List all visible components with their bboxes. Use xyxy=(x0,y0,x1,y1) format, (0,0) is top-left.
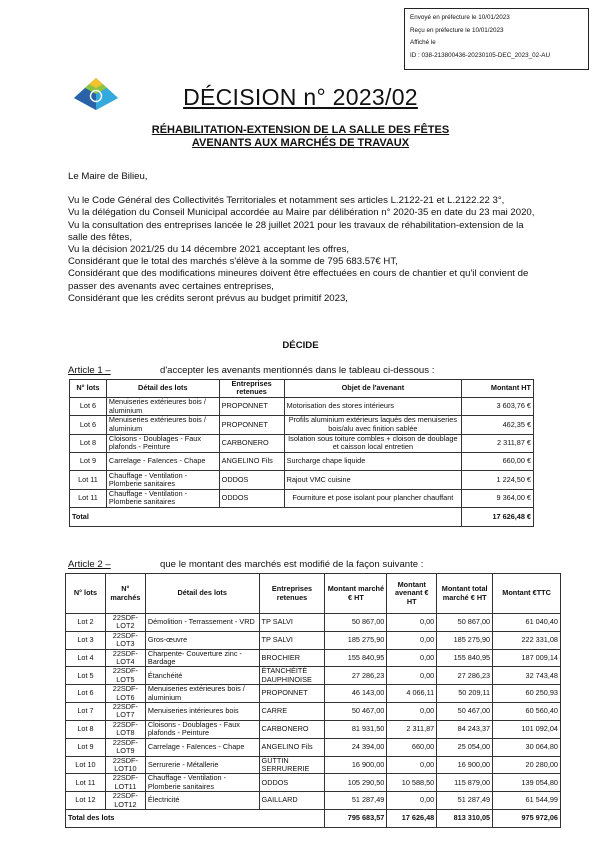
amount-cell: 46 143,00 xyxy=(325,685,387,703)
detail-cell: Gros-œuvre xyxy=(145,631,259,649)
article-1 xyxy=(68,365,434,376)
company-cell: ODDOS xyxy=(219,489,284,507)
detail-cell: Cloisons - Doublages - Faux plafonds - Peinture xyxy=(106,434,219,452)
object-cell: Rajout VMC cuisine xyxy=(284,471,462,489)
detail-cell: Charpente- Couverture zinc - Bardage xyxy=(145,649,259,667)
consideration-6: Considérant que des modifications mineures doivent être effectuées en cours de chantier et qu'il convient de passer des avenants avec certaines entreprises, xyxy=(68,268,529,292)
amendment-cell: 660,00 xyxy=(387,738,437,756)
article-1-label: Article 1 – xyxy=(68,365,111,376)
decide-heading: DÉCIDE xyxy=(282,340,319,351)
table-row xyxy=(66,720,561,738)
lot-cell: Lot 11 xyxy=(70,471,107,489)
contract-cell: 22SDF-LOT12 xyxy=(105,792,145,810)
consideration-7: Considérant que les crédits seront prévus au budget primitif 2023, xyxy=(68,292,348,304)
company-cell: ÉTANCHÉITÉ DAUPHINOISE xyxy=(259,667,325,685)
total-cell: 975 972,06 xyxy=(493,809,561,827)
ttc-cell: 60 560,40 xyxy=(493,703,561,721)
company-cell: ODDOS xyxy=(219,471,284,489)
detail-cell: Démolition - Terrassement - VRD xyxy=(145,614,259,632)
detail-cell: Cloisons - Doublages - Faux plafonds - Peinture xyxy=(145,720,259,738)
subtitle xyxy=(0,124,601,150)
lot-cell: Lot 7 xyxy=(66,703,106,721)
col-header: Montant total marché € HT xyxy=(437,574,493,614)
contract-cell: 22SDF-LOT2 xyxy=(105,614,145,632)
total-amount-cell: 185 275,90 xyxy=(437,631,493,649)
amount-cell: 105 290,50 xyxy=(325,774,387,792)
object-cell: Profils aluminium extérieurs laqués des menuiseries bois/alu avec finition sablée xyxy=(284,416,462,434)
table-row xyxy=(66,774,561,792)
total-amount-cell: 25 054,00 xyxy=(437,738,493,756)
company-cell: ODDOS xyxy=(259,774,325,792)
detail-cell: Électricité xyxy=(145,792,259,810)
ttc-cell: 222 331,08 xyxy=(493,631,561,649)
lot-cell: Lot 4 xyxy=(66,649,106,667)
amendment-cell: 2 311,87 xyxy=(387,720,437,738)
detail-cell: Menuiseries extérieures bois / aluminium xyxy=(145,685,259,703)
table-row xyxy=(66,756,561,774)
col-header: Montant marché € HT xyxy=(325,574,387,614)
amount-cell: 50 467,00 xyxy=(325,703,387,721)
amendment-cell: 0,00 xyxy=(387,649,437,667)
lot-cell: Lot 10 xyxy=(66,756,106,774)
amendment-cell: 0,00 xyxy=(387,756,437,774)
article-2-text: que le montant des marchés est modifié de la façon suivante : xyxy=(160,559,424,570)
consideration-1: Vu le Code Général des Collectivités Territoriales et notamment ses articles L.2122-21 et L.2122.22 3°, xyxy=(68,195,505,207)
lot-cell: Lot 9 xyxy=(66,738,106,756)
company-cell: ANGELINO Fils xyxy=(259,738,325,756)
lot-cell: Lot 8 xyxy=(66,720,106,738)
col-header: Entreprises retenues xyxy=(259,574,325,614)
ttc-cell: 187 009,14 xyxy=(493,649,561,667)
company-cell: CARBONERO xyxy=(219,434,284,452)
lot-cell: Lot 12 xyxy=(66,792,106,810)
total-amount-cell: 115 879,00 xyxy=(437,774,493,792)
col-header: Détail des lots xyxy=(106,380,219,398)
article-2-label: Article 2 – xyxy=(68,559,111,570)
detail-cell: Menuiseries intérieures bois xyxy=(145,703,259,721)
contract-cell: 22SDF-LOT9 xyxy=(105,738,145,756)
table-row xyxy=(66,631,561,649)
stamp-received: Reçu en préfecture le 10/01/2023 xyxy=(410,26,504,34)
lot-cell: Lot 5 xyxy=(66,667,106,685)
ttc-cell: 139 054,80 xyxy=(493,774,561,792)
contract-cell: 22SDF-LOT11 xyxy=(105,774,145,792)
col-header: Objet de l'avenant xyxy=(284,380,462,398)
subtitle-line-1: RÉHABILITATION-EXTENSION DE LA SALLE DES FÊTES xyxy=(151,124,450,136)
consideration-5: Considérant que le total des marchés s'élève à la somme de 795 683.57€ HT, xyxy=(68,256,398,268)
total-amount-cell: 84 243,37 xyxy=(437,720,493,738)
lot-cell: Lot 8 xyxy=(70,434,107,452)
table-row xyxy=(66,685,561,703)
detail-cell: Chauffage - Ventilation - Plomberie sanitaires xyxy=(106,471,219,489)
amount-cell: 81 931,50 xyxy=(325,720,387,738)
total-amount: 17 626,48 € xyxy=(462,508,534,526)
table-total-row xyxy=(66,809,561,827)
table-row xyxy=(66,667,561,685)
company-cell: GUTTIN SERRURERIE xyxy=(259,756,325,774)
total-label: Total xyxy=(70,508,462,526)
page-title: DÉCISION n° 2023/02 xyxy=(183,84,418,110)
table-header-row xyxy=(66,574,561,614)
amendment-cell: 0,00 xyxy=(387,631,437,649)
amendment-cell: 0,00 xyxy=(387,614,437,632)
col-header: N° lots xyxy=(66,574,106,614)
stamp-id: ID : 038-213800436-20230105-DEC_2023_02-AU xyxy=(410,51,551,59)
table-row xyxy=(66,703,561,721)
subtitle-line-2: AVENANTS AUX MARCHÉS DE TRAVAUX xyxy=(191,137,410,149)
prefecture-stamp xyxy=(404,8,589,70)
total-amount-cell: 50 467,00 xyxy=(437,703,493,721)
table-row xyxy=(70,489,534,507)
total-amount-cell: 50 867,00 xyxy=(437,614,493,632)
contract-cell: 22SDF-LOT3 xyxy=(105,631,145,649)
object-cell: Surcharge chape liquide xyxy=(284,452,462,470)
table-row xyxy=(70,416,534,434)
ttc-cell: 101 092,04 xyxy=(493,720,561,738)
ttc-cell: 20 280,00 xyxy=(493,756,561,774)
contract-cell: 22SDF-LOT6 xyxy=(105,685,145,703)
table-row xyxy=(70,452,534,470)
contract-cell: 22SDF-LOT4 xyxy=(105,649,145,667)
amount-cell: 16 900,00 xyxy=(325,756,387,774)
amount-cell: 51 287,49 xyxy=(325,792,387,810)
amount-cell: 50 867,00 xyxy=(325,614,387,632)
amendment-cell: 0,00 xyxy=(387,703,437,721)
col-header: Montant €TTC xyxy=(493,574,561,614)
preamble xyxy=(68,171,538,305)
table-row xyxy=(66,738,561,756)
lot-cell: Lot 3 xyxy=(66,631,106,649)
amendment-cell: 4 066,11 xyxy=(387,685,437,703)
col-header: Détail des lots xyxy=(145,574,259,614)
total-label: Total des lots xyxy=(66,809,325,827)
detail-cell: Serrurerie - Métallerie xyxy=(145,756,259,774)
ttc-cell: 60 250,93 xyxy=(493,685,561,703)
table-header-row xyxy=(70,380,534,398)
amendments-table xyxy=(69,379,534,527)
total-cell: 795 683,57 xyxy=(325,809,387,827)
company-cell: TP SALVI xyxy=(259,631,325,649)
amendment-cell: 0,00 xyxy=(387,792,437,810)
contract-cell: 22SDF-LOT10 xyxy=(105,756,145,774)
amount-cell: 24 394,00 xyxy=(325,738,387,756)
detail-cell: Chauffage - Ventilation - Plomberie sanitaires xyxy=(145,774,259,792)
table-total-row xyxy=(70,508,534,526)
total-amount-cell: 155 840,95 xyxy=(437,649,493,667)
ttc-cell: 30 064,80 xyxy=(493,738,561,756)
contract-cell: 22SDF-LOT8 xyxy=(105,720,145,738)
total-amount-cell: 16 900,00 xyxy=(437,756,493,774)
consideration-4: Vu la décision 2021/25 du 14 décembre 2021 acceptant les offres, xyxy=(68,244,350,256)
total-amount-cell: 27 286,23 xyxy=(437,667,493,685)
company-cell: PROPONNET xyxy=(259,685,325,703)
company-cell: TP SALVI xyxy=(259,614,325,632)
company-cell: PROPONNET xyxy=(219,416,284,434)
company-cell: ANGELINO Fils xyxy=(219,452,284,470)
lot-cell: Lot 9 xyxy=(70,452,107,470)
table-row xyxy=(66,792,561,810)
table-row xyxy=(66,649,561,667)
company-cell: CARBONERO xyxy=(259,720,325,738)
ttc-cell: 32 743,48 xyxy=(493,667,561,685)
detail-cell: Menuiseries extérieures bois / aluminium xyxy=(106,397,219,415)
contract-cell: 22SDF-LOT7 xyxy=(105,703,145,721)
consideration-2: Vu la délégation du Conseil Municipal accordée au Maire par délibération n° 2020-35 en date du 23 mai 2020, xyxy=(68,207,535,219)
table-row xyxy=(66,614,561,632)
total-cell: 17 626,48 xyxy=(387,809,437,827)
ttc-cell: 61 544,99 xyxy=(493,792,561,810)
detail-cell: Étanchéité xyxy=(145,667,259,685)
stamp-posted: Affiché le xyxy=(410,39,436,46)
col-header: Montant HT xyxy=(462,380,534,398)
amount-cell: 1 224,50 € xyxy=(462,471,534,489)
col-header: N° marchés xyxy=(105,574,145,614)
detail-cell: Carrelage - Faïences - Chape xyxy=(106,452,219,470)
article-1-text: d'accepter les avenants mentionnés dans le tableau ci-dessous : xyxy=(160,365,435,376)
lot-cell: Lot 6 xyxy=(66,685,106,703)
table-row xyxy=(70,471,534,489)
lot-cell: Lot 6 xyxy=(70,416,107,434)
amount-cell: 3 603,76 € xyxy=(462,397,534,415)
table-row xyxy=(70,397,534,415)
amendment-cell: 0,00 xyxy=(387,667,437,685)
company-cell: CARRE xyxy=(259,703,325,721)
intro-text: Le Maire de Bilieu, xyxy=(68,171,148,182)
col-header: N° lots xyxy=(70,380,107,398)
amount-cell: 462,35 € xyxy=(462,416,534,434)
amount-cell: 2 311,87 € xyxy=(462,434,534,452)
lot-cell: Lot 11 xyxy=(66,774,106,792)
contracts-table xyxy=(65,573,561,828)
article-2 xyxy=(68,559,423,570)
col-header: Montant avenant € HT xyxy=(387,574,437,614)
amendment-cell: 10 588,50 xyxy=(387,774,437,792)
object-cell: Fourniture et pose isolant pour plancher chauffant xyxy=(284,489,462,507)
total-amount-cell: 51 287,49 xyxy=(437,792,493,810)
consideration-3: Vu la consultation des entreprises lancée le 28 juillet 2021 pour les travaux de réhabilitation-extension de la salle des fêtes, xyxy=(68,219,524,243)
lot-cell: Lot 6 xyxy=(70,397,107,415)
detail-cell: Carrelage - Faïences - Chape xyxy=(145,738,259,756)
lot-cell: Lot 11 xyxy=(70,489,107,507)
stamp-sent: Envoyé en préfecture le 10/01/2023 xyxy=(410,14,510,21)
amount-cell: 9 364,00 € xyxy=(462,489,534,507)
object-cell: Isolation sous toiture combles + cloison de doublage et caisson local entretien xyxy=(284,434,462,452)
table-row xyxy=(70,434,534,452)
amount-cell: 660,00 € xyxy=(462,452,534,470)
object-cell: Motorisation des stores intérieurs xyxy=(284,397,462,415)
total-amount-cell: 50 209,11 xyxy=(437,685,493,703)
lot-cell: Lot 2 xyxy=(66,614,106,632)
total-cell: 813 310,05 xyxy=(437,809,493,827)
company-cell: PROPONNET xyxy=(219,397,284,415)
amount-cell: 155 840,95 xyxy=(325,649,387,667)
detail-cell: Menuiseries extérieures bois / aluminium xyxy=(106,416,219,434)
amount-cell: 185 275,90 xyxy=(325,631,387,649)
detail-cell: Chauffage - Ventilation - Plomberie sanitaires xyxy=(106,489,219,507)
contract-cell: 22SDF-LOT5 xyxy=(105,667,145,685)
company-cell: GAILLARD xyxy=(259,792,325,810)
company-cell: BROCHIER xyxy=(259,649,325,667)
col-header: Entreprises retenues xyxy=(219,380,284,398)
ttc-cell: 61 040,40 xyxy=(493,614,561,632)
amount-cell: 27 286,23 xyxy=(325,667,387,685)
